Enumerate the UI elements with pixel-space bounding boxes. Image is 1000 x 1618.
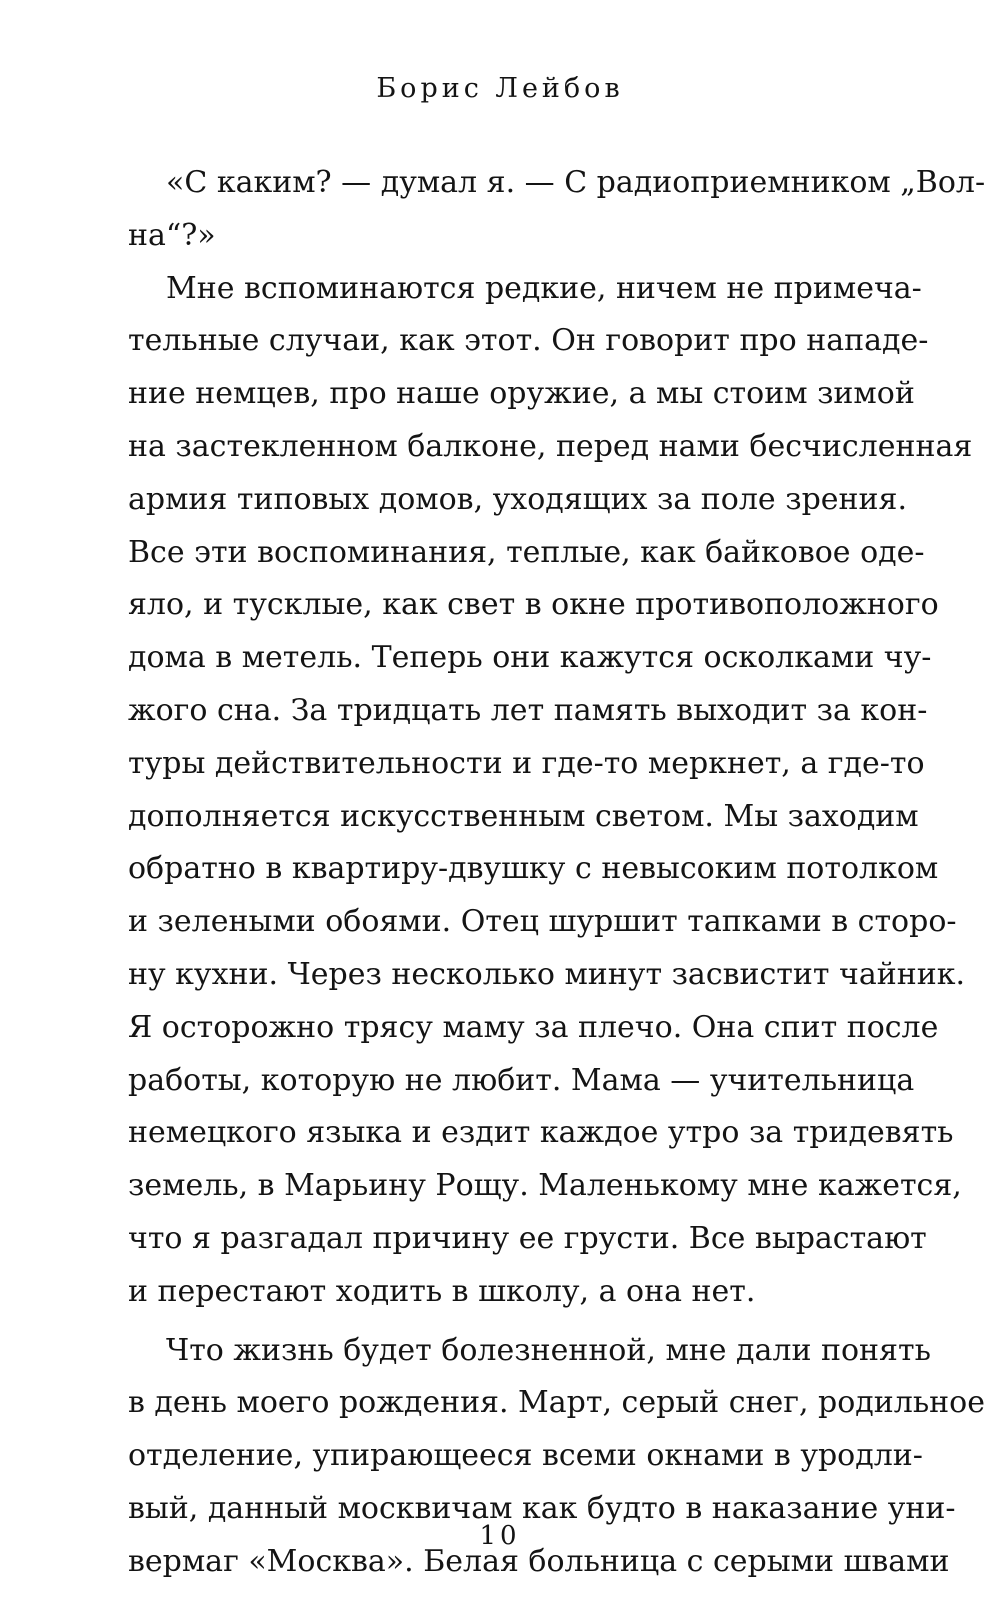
text-line: Все эти воспоминания, теплые, как байковое оде- xyxy=(128,534,925,570)
text-line: армия типовых домов, уходящих за поле зрения. xyxy=(128,481,907,517)
running-head-author: Борис Лейбов xyxy=(376,73,624,104)
text-line: обратно в квартиру-двушку с невысоким потолком xyxy=(128,851,939,887)
page-number: 10 xyxy=(479,1521,521,1551)
text-line: жого сна. За тридцать лет память выходит за кон- xyxy=(128,692,928,728)
text-line: отделение, упирающееся всеми окнами в уродли- xyxy=(128,1438,923,1474)
text-line: на“?» xyxy=(128,217,216,253)
text-line: вый, данный москвичам как будто в наказание уни- xyxy=(128,1490,956,1526)
text-line: немецкого языка и ездит каждое утро за тридевять xyxy=(128,1115,954,1151)
text-line: Что жизнь будет болезненной, мне дали понять xyxy=(166,1332,931,1368)
text-line: Я осторожно трясу маму за плечо. Она спит после xyxy=(128,1009,939,1045)
text-line: туры действительности и где-то меркнет, а где-то xyxy=(128,745,925,781)
text-line: что я разгадал причину ее грусти. Все вырастают xyxy=(128,1220,927,1256)
text-line: и перестают ходить в школу, а она нет. xyxy=(128,1273,756,1309)
text-line: и зелеными обоями. Отец шуршит тапками в сторо- xyxy=(128,904,957,940)
text-line: яло, и тусклые, как свет в окне противоположного xyxy=(128,587,939,623)
text-line: ну кухни. Через несколько минут засвистит чайник. xyxy=(128,956,966,992)
text-line: тельные случаи, как этот. Он говорит про нападе- xyxy=(128,323,929,359)
text-line: на застекленном балконе, перед нами бесчисленная xyxy=(128,428,973,464)
text-line: «С каким? — думал я. — С радиоприемником „Вол- xyxy=(166,165,986,200)
text-line: Мне вспоминаются редкие, ничем не примеча- xyxy=(166,270,922,306)
text-line: в день моего рождения. Март, серый снег, родильное xyxy=(128,1385,985,1421)
text-line: ние немцев, про наше оружие, а мы стоим зимой xyxy=(128,376,915,412)
text-line: работы, которую не любит. Мама — учительница xyxy=(128,1062,915,1098)
text-line: дома в метель. Теперь они кажутся осколками чу- xyxy=(128,640,932,676)
text-line: земель, в Марьину Рощу. Маленькому мне кажется, xyxy=(128,1168,962,1204)
text-line: дополняется искусственным светом. Мы заходим xyxy=(128,798,919,834)
body-text xyxy=(128,157,986,1589)
text-line: вермаг «Москва». Белая больница с серыми швами xyxy=(128,1543,950,1579)
